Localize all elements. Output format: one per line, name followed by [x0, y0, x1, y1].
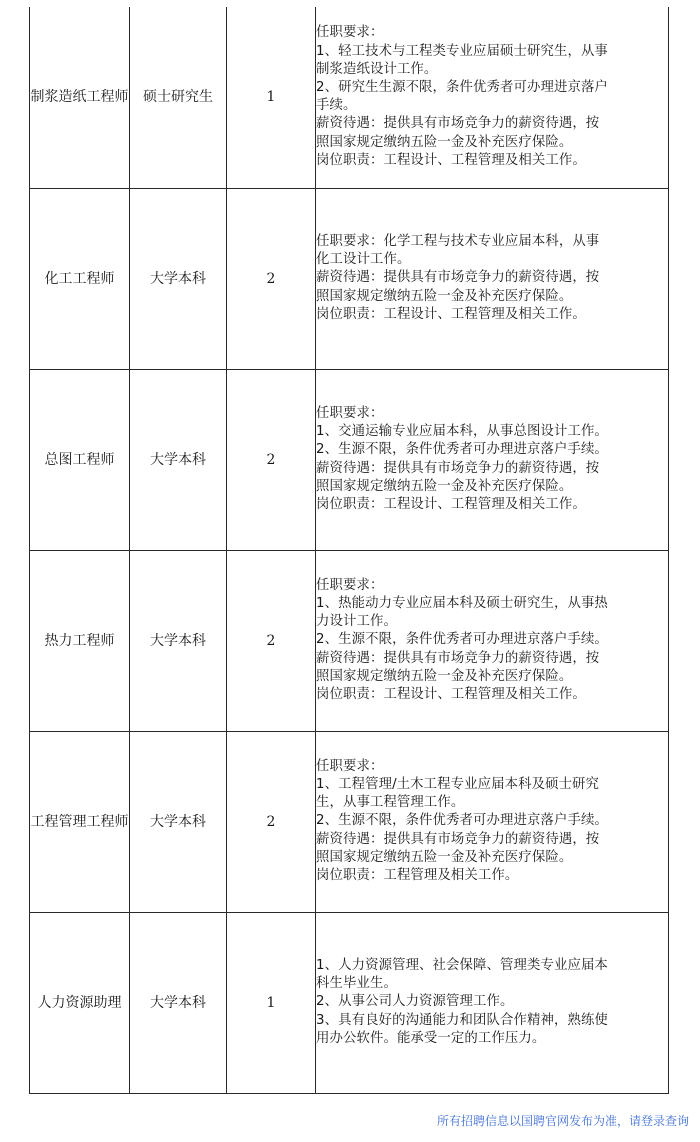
requirement-line: 制浆造纸设计工作。 [316, 61, 438, 77]
requirement-line: 力设计工作。 [316, 614, 397, 630]
requirement-line: 2、生源不限，条件优秀者可办理进京落户手续。 [316, 632, 608, 648]
job-requirements [316, 188, 669, 369]
requirement-line: 3、具有良好的沟通能力和团队合作精神，熟练使 [316, 1012, 608, 1028]
requirement-line: 照国家规定缴纳五险一金及补充医疗保险。 [316, 478, 573, 494]
requirement-line: 2、从事公司人力资源管理工作。 [316, 994, 514, 1010]
job-title: 化工工程师 [30, 188, 130, 369]
table-row [30, 188, 669, 369]
footer-note: 所有招聘信息以国聘官网发布为准，请登录查询 [436, 1114, 689, 1128]
requirement-line: 1、工程管理/土木工程专业应届本科及硕士研究 [316, 776, 600, 792]
requirement-line: 1、轻工技术与工程类专业应届硕士研究生，从事 [316, 43, 608, 59]
requirement-line: 薪资待遇：提供具有市场竞争力的薪资待遇，按 [316, 831, 600, 847]
requirement-line: 照国家规定缴纳五险一金及补充医疗保险。 [316, 134, 573, 150]
requirement-line: 任职要求： [316, 758, 384, 774]
table-row [30, 550, 669, 731]
requirement-line: 用办公软件。能承受一定的工作压力。 [316, 1030, 546, 1046]
education-requirement: 大学本科 [130, 912, 227, 1093]
requirement-line: 任职要求： [316, 25, 384, 41]
requirement-line: 任职要求： [316, 405, 384, 421]
requirement-line: 岗位职责：工程设计、工程管理及相关工作。 [316, 496, 586, 512]
requirement-line: 科生毕业生。 [316, 976, 397, 992]
job-title: 人力资源助理 [30, 912, 130, 1093]
requirement-line: 1、热能动力专业应届本科及硕士研究生，从事热 [316, 595, 608, 611]
table-row [30, 912, 669, 1093]
job-requirements [316, 912, 669, 1093]
requirement-line: 化工设计工作。 [316, 252, 411, 268]
table-row [30, 731, 669, 912]
job-table [29, 7, 669, 1094]
education-requirement: 硕士研究生 [130, 7, 227, 188]
headcount: 1 [227, 912, 316, 1093]
requirement-line: 薪资待遇：提供具有市场竞争力的薪资待遇，按 [316, 270, 600, 286]
job-title: 工程管理工程师 [30, 731, 130, 912]
requirement-line: 岗位职责：工程管理及相关工作。 [316, 868, 519, 883]
headcount: 2 [227, 369, 316, 550]
headcount: 2 [227, 550, 316, 731]
education-requirement: 大学本科 [130, 369, 227, 550]
job-requirements [316, 369, 669, 550]
requirement-line: 任职要求：化学工程与技术专业应届本科，从事 [316, 233, 600, 249]
requirement-line: 2、生源不限，条件优秀者可办理进京落户手续。 [316, 442, 608, 458]
requirement-line: 薪资待遇：提供具有市场竞争力的薪资待遇，按 [316, 460, 600, 476]
headcount: 2 [227, 731, 316, 912]
requirement-line: 手续。 [316, 98, 357, 114]
requirement-line: 岗位职责：工程设计、工程管理及相关工作。 [316, 306, 586, 322]
education-requirement: 大学本科 [130, 731, 227, 912]
requirement-line: 照国家规定缴纳五险一金及补充医疗保险。 [316, 849, 573, 865]
education-requirement: 大学本科 [130, 188, 227, 369]
job-requirements [316, 7, 669, 188]
requirement-line: 2、生源不限，条件优秀者可办理进京落户手续。 [316, 813, 608, 829]
table-row [30, 7, 669, 188]
job-title: 制浆造纸工程师 [30, 7, 130, 188]
job-title: 热力工程师 [30, 550, 130, 731]
requirement-line: 岗位职责：工程设计、工程管理及相关工作。 [316, 152, 586, 168]
requirement-line: 照国家规定缴纳五险一金及补充医疗保险。 [316, 668, 573, 684]
education-requirement: 大学本科 [130, 550, 227, 731]
job-requirements [316, 731, 669, 912]
job-title: 总图工程师 [30, 369, 130, 550]
table-row [30, 369, 669, 550]
requirement-line: 岗位职责：工程设计、工程管理及相关工作。 [316, 687, 586, 702]
requirement-line: 薪资待遇：提供具有市场竞争力的薪资待遇，按 [316, 116, 600, 132]
requirement-line: 薪资待遇：提供具有市场竞争力的薪资待遇，按 [316, 650, 600, 666]
requirement-line: 任职要求： [316, 577, 384, 593]
requirement-line: 2、研究生生源不限，条件优秀者可办理进京落户 [316, 80, 608, 96]
job-requirements [316, 550, 669, 731]
requirement-line: 生，从事工程管理工作。 [316, 795, 465, 811]
requirement-line: 1、交通运输专业应届本科，从事总图设计工作。 [316, 424, 608, 440]
requirement-line: 1、人力资源管理、社会保障、管理类专业应届本 [316, 957, 608, 973]
headcount: 2 [227, 188, 316, 369]
requirement-line: 照国家规定缴纳五险一金及补充医疗保险。 [316, 288, 573, 304]
headcount: 1 [227, 7, 316, 188]
